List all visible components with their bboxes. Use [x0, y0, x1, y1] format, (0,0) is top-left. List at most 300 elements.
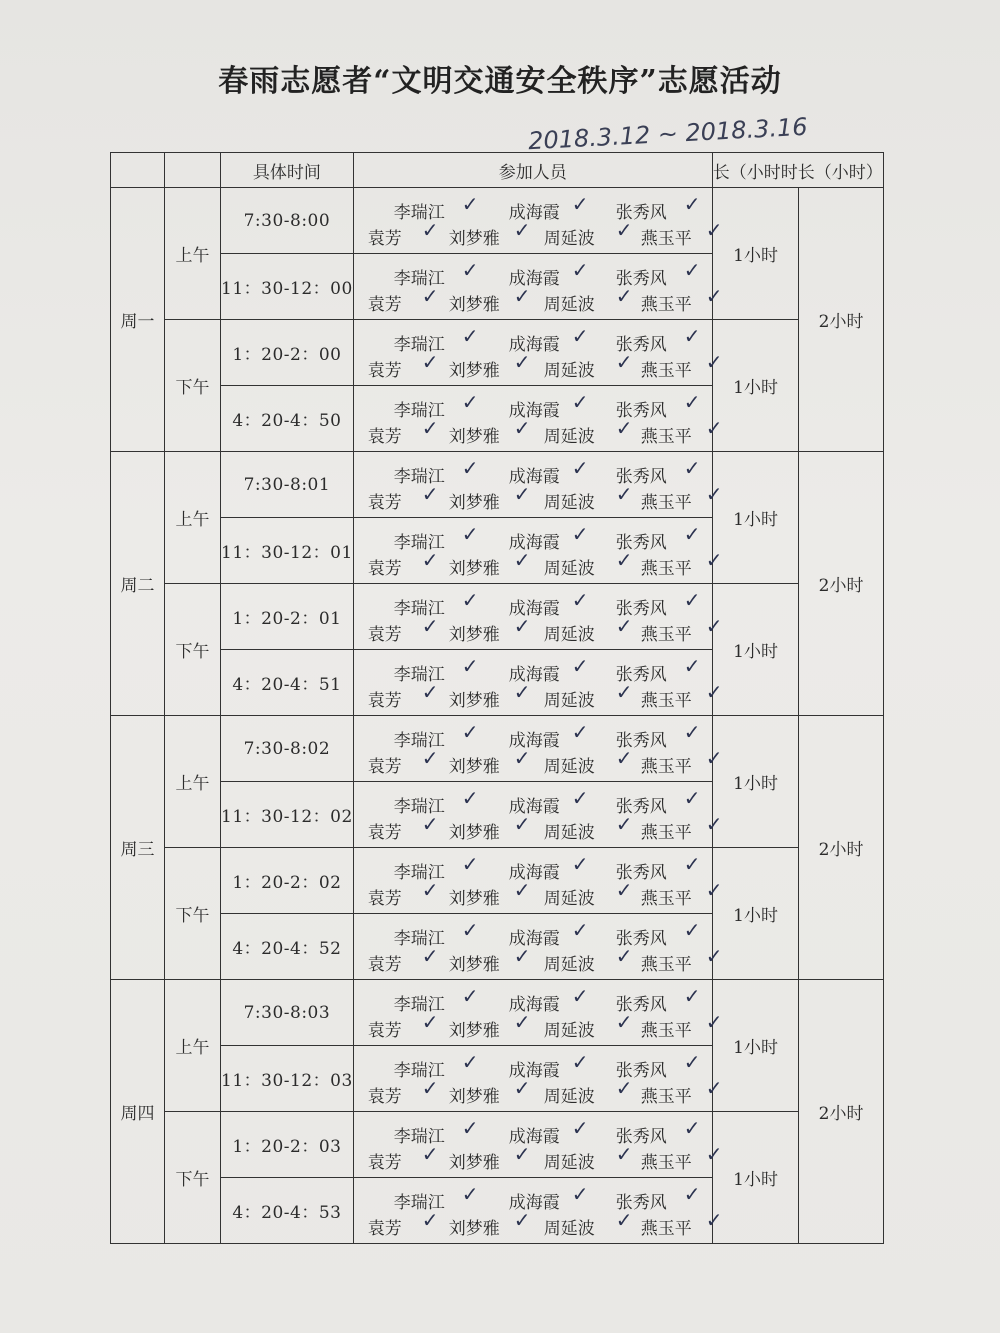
checkmark-icon: ✓: [421, 812, 439, 836]
checkmark-icon: ✓: [705, 482, 723, 506]
participant-name: 张秀风: [615, 731, 667, 751]
period-cell: 上午: [165, 980, 221, 1112]
checkmark-icon: ✓: [513, 1076, 531, 1100]
checkmark-icon: ✓: [571, 522, 589, 546]
participant-name: 刘梦雅: [448, 229, 500, 249]
day-total-cell: 2小时: [799, 980, 883, 1244]
participant-name: 袁芳: [367, 493, 402, 513]
participant-name: 袁芳: [367, 1219, 402, 1239]
participant-name: 成海霞: [508, 863, 560, 883]
checkmark-icon: ✓: [421, 680, 439, 704]
participant-name: 周延波: [543, 427, 595, 447]
participants-cell: [353, 188, 723, 254]
participant-list: [354, 254, 723, 319]
checkmark-icon: ✓: [421, 416, 439, 440]
day-cell: 周三: [111, 716, 165, 980]
table-row: [111, 980, 884, 1046]
checkmark-icon: ✓: [615, 944, 633, 968]
participant-name: 张秀风: [615, 401, 667, 421]
checkmark-icon: ✓: [513, 416, 531, 440]
participant-name: 李瑞江: [393, 1061, 445, 1081]
checkmark-icon: ✓: [513, 746, 531, 770]
participant-name: 刘梦雅: [448, 691, 500, 711]
participant-name: 周延波: [543, 229, 595, 249]
time-cell: 11：30-12：02: [221, 782, 354, 848]
participant-list: [354, 1112, 723, 1177]
day-cell: 周四: [111, 980, 165, 1244]
period-duration-cell: 1小时: [712, 452, 799, 584]
participant-name: 袁芳: [367, 559, 402, 579]
participant-name: 袁芳: [367, 1021, 402, 1041]
schedule-body: [111, 153, 884, 1244]
checkmark-icon: ✓: [705, 1076, 723, 1100]
checkmark-icon: ✓: [683, 786, 701, 810]
checkmark-icon: ✓: [705, 350, 723, 374]
participant-name: 成海霞: [508, 1127, 560, 1147]
table-row: [111, 320, 884, 386]
participant-name: 刘梦雅: [448, 559, 500, 579]
checkmark-icon: ✓: [571, 1116, 589, 1140]
participant-name: 刘梦雅: [448, 427, 500, 447]
checkmark-icon: ✓: [421, 548, 439, 572]
participant-name: 张秀风: [615, 467, 667, 487]
participant-name: 成海霞: [508, 533, 560, 553]
period-duration-cell: 1小时: [712, 188, 799, 320]
participant-name: 周延波: [543, 757, 595, 777]
checkmark-icon: ✓: [513, 218, 531, 242]
period-cell: 下午: [165, 848, 221, 980]
schedule-table: [110, 152, 884, 1244]
table-row: [111, 584, 884, 650]
participant-name: 周延波: [543, 295, 595, 315]
participant-name: 李瑞江: [393, 335, 445, 355]
checkmark-icon: ✓: [705, 680, 723, 704]
checkmark-icon: ✓: [461, 852, 479, 876]
checkmark-icon: ✓: [615, 218, 633, 242]
checkmark-icon: ✓: [705, 878, 723, 902]
participant-name: 李瑞江: [393, 995, 445, 1015]
checkmark-icon: ✓: [571, 918, 589, 942]
checkmark-icon: ✓: [513, 614, 531, 638]
checkmark-icon: ✓: [513, 812, 531, 836]
participant-name: 成海霞: [508, 665, 560, 685]
participants-cell: [353, 1112, 723, 1178]
checkmark-icon: ✓: [571, 588, 589, 612]
participant-name: 周延波: [543, 1219, 595, 1239]
participants-cell: [353, 650, 723, 716]
participants-cell: [353, 1046, 723, 1112]
checkmark-icon: ✓: [683, 1050, 701, 1074]
participant-name: 成海霞: [508, 1061, 560, 1081]
checkmark-icon: ✓: [421, 944, 439, 968]
checkmark-icon: ✓: [683, 984, 701, 1008]
checkmark-icon: ✓: [571, 258, 589, 282]
checkmark-icon: ✓: [615, 746, 633, 770]
participant-name: 燕玉平: [640, 691, 692, 711]
checkmark-icon: ✓: [513, 284, 531, 308]
checkmark-icon: ✓: [705, 218, 723, 242]
participants-cell: [353, 782, 723, 848]
checkmark-icon: ✓: [421, 284, 439, 308]
checkmark-icon: ✓: [461, 258, 479, 282]
participant-name: 袁芳: [367, 823, 402, 843]
checkmark-icon: ✓: [571, 786, 589, 810]
participant-name: 李瑞江: [393, 863, 445, 883]
period-cell: 上午: [165, 716, 221, 848]
participant-name: 刘梦雅: [448, 1021, 500, 1041]
participant-name: 李瑞江: [393, 269, 445, 289]
participant-name: 燕玉平: [640, 889, 692, 909]
checkmark-icon: ✓: [513, 1010, 531, 1034]
participant-name: 张秀风: [615, 1061, 667, 1081]
participants-cell: [353, 452, 723, 518]
table-row: [111, 716, 884, 782]
participant-name: 李瑞江: [393, 1193, 445, 1213]
checkmark-icon: ✓: [513, 680, 531, 704]
participant-name: 周延波: [543, 1153, 595, 1173]
checkmark-icon: ✓: [615, 416, 633, 440]
participant-name: 李瑞江: [393, 401, 445, 421]
checkmark-icon: ✓: [421, 218, 439, 242]
period-cell: 上午: [165, 452, 221, 584]
participant-name: 周延波: [543, 889, 595, 909]
checkmark-icon: ✓: [705, 548, 723, 572]
time-cell: 1：20-2：03: [221, 1112, 354, 1178]
participant-name: 周延波: [543, 691, 595, 711]
participant-name: 刘梦雅: [448, 625, 500, 645]
participant-name: 刘梦雅: [448, 823, 500, 843]
participant-list: [354, 452, 723, 517]
participant-name: 袁芳: [367, 955, 402, 975]
checkmark-icon: ✓: [683, 852, 701, 876]
participant-name: 成海霞: [508, 335, 560, 355]
participant-name: 袁芳: [367, 625, 402, 645]
participant-name: 燕玉平: [640, 427, 692, 447]
checkmark-icon: ✓: [461, 786, 479, 810]
checkmark-icon: ✓: [513, 1208, 531, 1232]
participant-name: 张秀风: [615, 533, 667, 553]
participant-name: 刘梦雅: [448, 1153, 500, 1173]
participant-list: [354, 188, 723, 253]
participant-name: 李瑞江: [393, 1127, 445, 1147]
checkmark-icon: ✓: [705, 1010, 723, 1034]
time-cell: 4：20-4：51: [221, 650, 354, 716]
participant-name: 袁芳: [367, 889, 402, 909]
checkmark-icon: ✓: [461, 522, 479, 546]
period-cell: 上午: [165, 188, 221, 320]
participant-list: [354, 1178, 723, 1243]
participant-name: 成海霞: [508, 1193, 560, 1213]
checkmark-icon: ✓: [615, 878, 633, 902]
checkmark-icon: ✓: [421, 482, 439, 506]
participant-name: 李瑞江: [393, 929, 445, 949]
participants-cell: [353, 320, 723, 386]
participant-name: 张秀风: [615, 1193, 667, 1213]
participant-name: 成海霞: [508, 929, 560, 949]
participant-name: 燕玉平: [640, 493, 692, 513]
time-cell: 11：30-12：00: [221, 254, 354, 320]
checkmark-icon: ✓: [705, 1142, 723, 1166]
checkmark-icon: ✓: [683, 1182, 701, 1206]
time-cell: 1：20-2：02: [221, 848, 354, 914]
checkmark-icon: ✓: [683, 918, 701, 942]
participant-name: 成海霞: [508, 269, 560, 289]
header-duration: 长（小时时长（小时）: [712, 153, 883, 188]
checkmark-icon: ✓: [461, 588, 479, 612]
checkmark-icon: ✓: [683, 258, 701, 282]
participant-name: 刘梦雅: [448, 889, 500, 909]
checkmark-icon: ✓: [421, 1076, 439, 1100]
participant-name: 成海霞: [508, 797, 560, 817]
participant-name: 李瑞江: [393, 533, 445, 553]
participant-name: 燕玉平: [640, 757, 692, 777]
checkmark-icon: ✓: [615, 284, 633, 308]
participant-name: 燕玉平: [640, 1153, 692, 1173]
time-cell: 11：30-12：01: [221, 518, 354, 584]
participant-name: 张秀风: [615, 335, 667, 355]
time-cell: 11：30-12：03: [221, 1046, 354, 1112]
time-cell: 1：20-2：01: [221, 584, 354, 650]
checkmark-icon: ✓: [683, 1116, 701, 1140]
period-cell: 下午: [165, 584, 221, 716]
participant-name: 李瑞江: [393, 665, 445, 685]
time-cell: 4：20-4：53: [221, 1178, 354, 1244]
checkmark-icon: ✓: [421, 1010, 439, 1034]
participant-name: 周延波: [543, 559, 595, 579]
participants-cell: [353, 386, 723, 452]
checkmark-icon: ✓: [615, 482, 633, 506]
checkmark-icon: ✓: [461, 1182, 479, 1206]
participant-name: 周延波: [543, 625, 595, 645]
day-cell: 周一: [111, 188, 165, 452]
checkmark-icon: ✓: [513, 1142, 531, 1166]
checkmark-icon: ✓: [421, 614, 439, 638]
checkmark-icon: ✓: [571, 1182, 589, 1206]
checkmark-icon: ✓: [461, 192, 479, 216]
participant-name: 燕玉平: [640, 295, 692, 315]
participants-cell: [353, 848, 723, 914]
participant-name: 张秀风: [615, 929, 667, 949]
checkmark-icon: ✓: [683, 588, 701, 612]
participant-list: [354, 914, 723, 979]
participant-name: 张秀风: [615, 665, 667, 685]
checkmark-icon: ✓: [421, 1208, 439, 1232]
participant-name: 张秀风: [615, 599, 667, 619]
day-total-cell: 2小时: [799, 716, 883, 980]
checkmark-icon: ✓: [683, 720, 701, 744]
checkmark-icon: ✓: [421, 878, 439, 902]
participant-name: 燕玉平: [640, 625, 692, 645]
checkmark-icon: ✓: [513, 944, 531, 968]
checkmark-icon: ✓: [683, 390, 701, 414]
participant-name: 袁芳: [367, 229, 402, 249]
period-duration-cell: 1小时: [712, 320, 799, 452]
participant-name: 袁芳: [367, 1153, 402, 1173]
header-blank-period: [165, 153, 221, 188]
participant-name: 袁芳: [367, 361, 402, 381]
participant-name: 周延波: [543, 1087, 595, 1107]
participant-name: 燕玉平: [640, 1087, 692, 1107]
checkmark-icon: ✓: [571, 456, 589, 480]
period-cell: 下午: [165, 320, 221, 452]
checkmark-icon: ✓: [705, 1208, 723, 1232]
participant-name: 李瑞江: [393, 467, 445, 487]
checkmark-icon: ✓: [571, 324, 589, 348]
checkmark-icon: ✓: [615, 1010, 633, 1034]
participant-name: 周延波: [543, 361, 595, 381]
checkmark-icon: ✓: [615, 614, 633, 638]
checkmark-icon: ✓: [461, 1116, 479, 1140]
checkmark-icon: ✓: [705, 812, 723, 836]
participant-list: [354, 386, 723, 451]
participant-name: 李瑞江: [393, 599, 445, 619]
checkmark-icon: ✓: [705, 284, 723, 308]
checkmark-icon: ✓: [615, 1208, 633, 1232]
header-blank-day: [111, 153, 165, 188]
time-cell: 4：20-4：50: [221, 386, 354, 452]
participant-name: 刘梦雅: [448, 493, 500, 513]
checkmark-icon: ✓: [461, 456, 479, 480]
participant-list: [354, 650, 723, 715]
participants-cell: [353, 716, 723, 782]
checkmark-icon: ✓: [421, 350, 439, 374]
participants-cell: [353, 584, 723, 650]
time-cell: 4：20-4：52: [221, 914, 354, 980]
participants-cell: [353, 980, 723, 1046]
checkmark-icon: ✓: [513, 482, 531, 506]
participant-name: 成海霞: [508, 731, 560, 751]
checkmark-icon: ✓: [461, 654, 479, 678]
table-row: [111, 452, 884, 518]
checkmark-icon: ✓: [705, 416, 723, 440]
period-cell: 下午: [165, 1112, 221, 1244]
participant-name: 刘梦雅: [448, 295, 500, 315]
checkmark-icon: ✓: [615, 548, 633, 572]
participant-name: 燕玉平: [640, 955, 692, 975]
checkmark-icon: ✓: [571, 720, 589, 744]
checkmark-icon: ✓: [705, 746, 723, 770]
participant-name: 燕玉平: [640, 559, 692, 579]
period-duration-cell: 1小时: [712, 584, 799, 716]
participant-name: 袁芳: [367, 427, 402, 447]
checkmark-icon: ✓: [461, 720, 479, 744]
participant-name: 李瑞江: [393, 731, 445, 751]
participant-name: 张秀风: [615, 269, 667, 289]
participant-name: 周延波: [543, 955, 595, 975]
checkmark-icon: ✓: [683, 522, 701, 546]
table-row: [111, 1112, 884, 1178]
checkmark-icon: ✓: [571, 852, 589, 876]
checkmark-icon: ✓: [705, 944, 723, 968]
participant-name: 成海霞: [508, 995, 560, 1015]
participant-name: 袁芳: [367, 295, 402, 315]
checkmark-icon: ✓: [461, 984, 479, 1008]
period-duration-cell: 1小时: [712, 848, 799, 980]
participant-name: 成海霞: [508, 467, 560, 487]
checkmark-icon: ✓: [513, 878, 531, 902]
header-people: 参加人员: [353, 153, 712, 188]
participant-list: [354, 782, 723, 847]
participant-name: 周延波: [543, 493, 595, 513]
checkmark-icon: ✓: [571, 192, 589, 216]
participants-cell: [353, 914, 723, 980]
checkmark-icon: ✓: [571, 390, 589, 414]
participant-name: 燕玉平: [640, 823, 692, 843]
participant-name: 袁芳: [367, 691, 402, 711]
day-total-cell: 2小时: [799, 452, 883, 716]
participant-name: 刘梦雅: [448, 1219, 500, 1239]
checkmark-icon: ✓: [461, 1050, 479, 1074]
checkmark-icon: ✓: [683, 654, 701, 678]
checkmark-icon: ✓: [683, 192, 701, 216]
participant-list: [354, 980, 723, 1045]
table-row: [111, 848, 884, 914]
checkmark-icon: ✓: [513, 548, 531, 572]
page-title: 春雨志愿者“文明交通安全秩序”志愿活动: [218, 64, 782, 99]
checkmark-icon: ✓: [571, 984, 589, 1008]
participant-name: 袁芳: [367, 757, 402, 777]
time-cell: 1：20-2：00: [221, 320, 354, 386]
participant-name: 刘梦雅: [448, 955, 500, 975]
header-row: [111, 153, 884, 188]
participant-name: 张秀风: [615, 995, 667, 1015]
checkmark-icon: ✓: [461, 390, 479, 414]
checkmark-icon: ✓: [421, 746, 439, 770]
time-cell: 7:30-8:02: [221, 716, 354, 782]
participant-list: [354, 848, 723, 913]
participant-name: 燕玉平: [640, 229, 692, 249]
participant-name: 刘梦雅: [448, 361, 500, 381]
participant-name: 周延波: [543, 823, 595, 843]
participant-name: 李瑞江: [393, 797, 445, 817]
time-cell: 7:30-8:00: [221, 188, 354, 254]
time-cell: 7:30-8:03: [221, 980, 354, 1046]
checkmark-icon: ✓: [461, 918, 479, 942]
participants-cell: [353, 1178, 723, 1244]
handwritten-date-range: 2018.3.12 ~ 2018.3.16: [527, 112, 809, 156]
day-cell: 周二: [111, 452, 165, 716]
time-cell: 7:30-8:01: [221, 452, 354, 518]
checkmark-icon: ✓: [615, 350, 633, 374]
participant-name: 周延波: [543, 1021, 595, 1041]
participant-name: 张秀风: [615, 797, 667, 817]
day-total-cell: 2小时: [799, 188, 883, 452]
participant-name: 成海霞: [508, 401, 560, 421]
period-duration-cell: 1小时: [712, 1112, 799, 1244]
participant-name: 成海霞: [508, 203, 560, 223]
participant-list: [354, 518, 723, 583]
checkmark-icon: ✓: [705, 614, 723, 638]
checkmark-icon: ✓: [571, 654, 589, 678]
checkmark-icon: ✓: [683, 456, 701, 480]
period-duration-cell: 1小时: [712, 980, 799, 1112]
participant-name: 刘梦雅: [448, 1087, 500, 1107]
participant-name: 张秀风: [615, 1127, 667, 1147]
participants-cell: [353, 518, 723, 584]
participant-name: 张秀风: [615, 203, 667, 223]
checkmark-icon: ✓: [615, 812, 633, 836]
checkmark-icon: ✓: [615, 1076, 633, 1100]
participant-list: [354, 716, 723, 781]
checkmark-icon: ✓: [461, 324, 479, 348]
participant-name: 李瑞江: [393, 203, 445, 223]
table-row: [111, 188, 884, 254]
participant-name: 燕玉平: [640, 1219, 692, 1239]
header-time: 具体时间: [221, 153, 354, 188]
participant-name: 燕玉平: [640, 361, 692, 381]
participant-name: 燕玉平: [640, 1021, 692, 1041]
checkmark-icon: ✓: [513, 350, 531, 374]
